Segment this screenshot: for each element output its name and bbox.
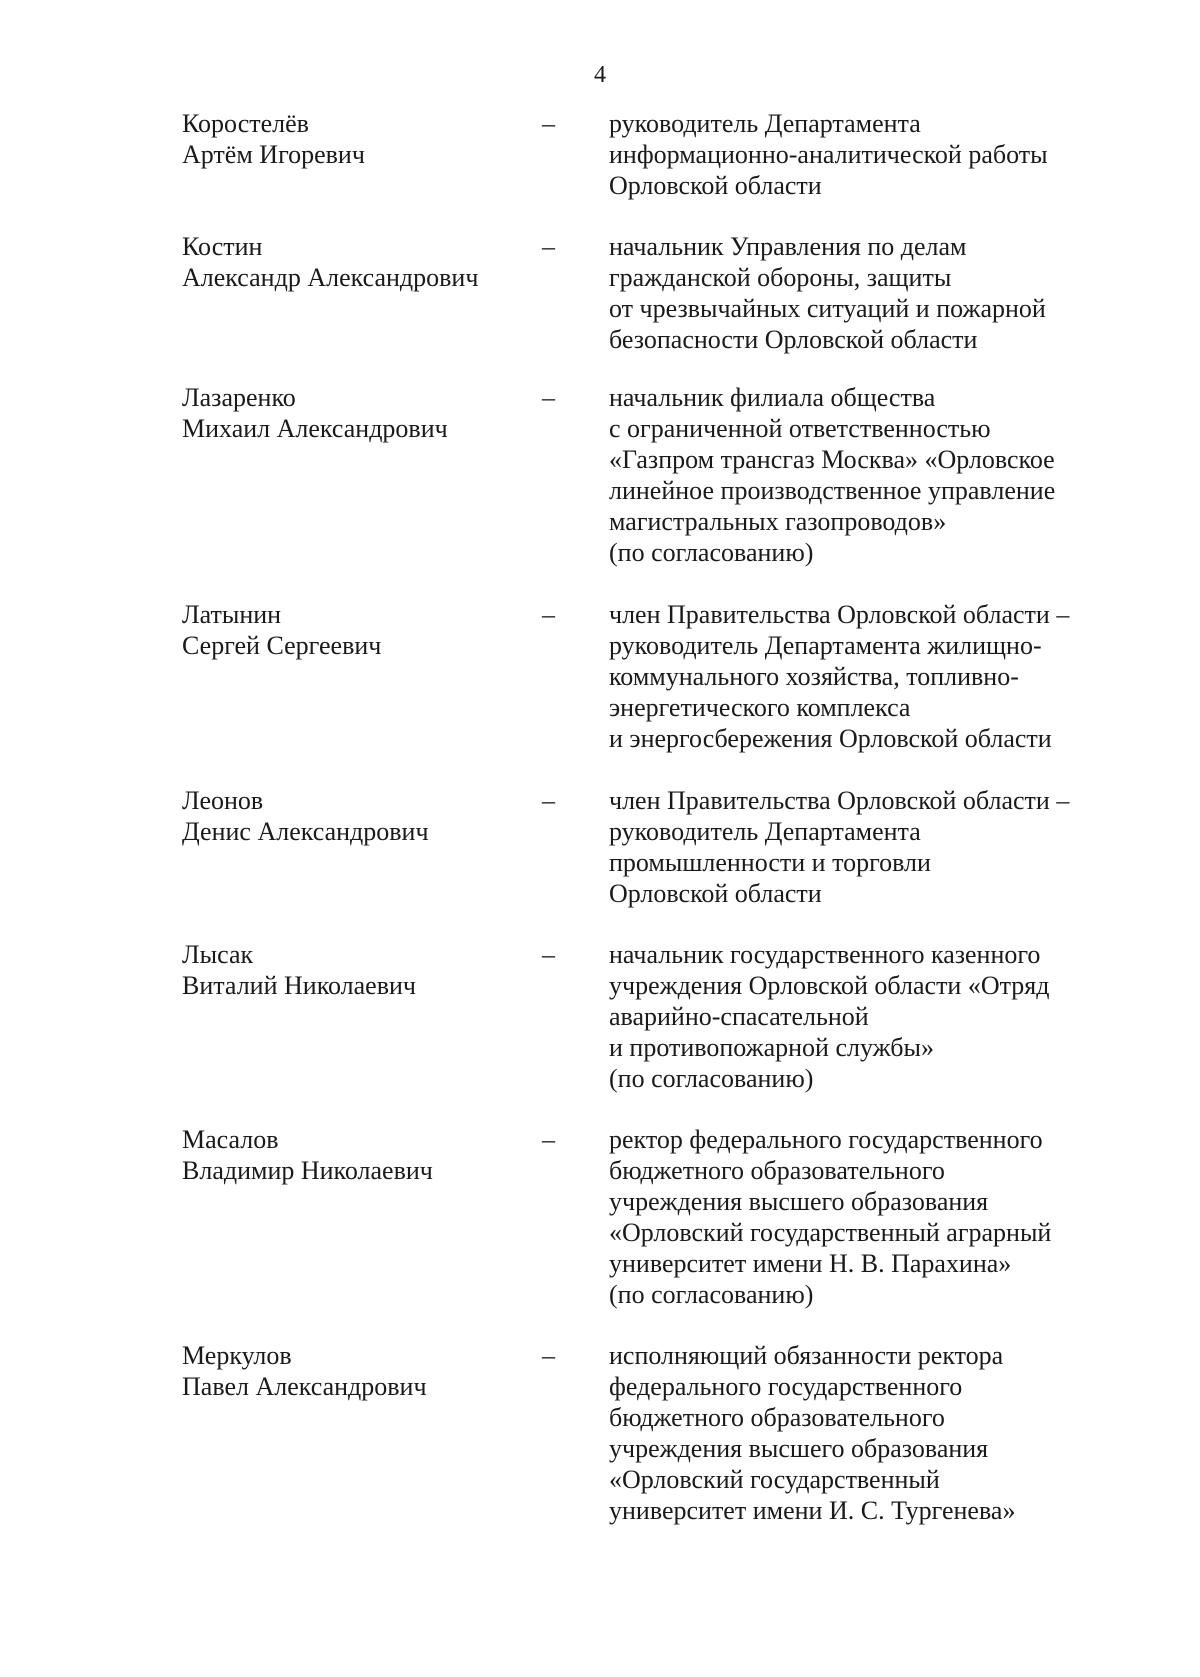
dash-separator: –	[542, 1341, 555, 1370]
page-number: 4	[594, 62, 606, 88]
member-given-names: Владимир Николаевич	[182, 1156, 433, 1185]
dash-separator: –	[542, 109, 555, 138]
position-line: с ограниченной ответственностью	[609, 414, 991, 443]
dash-separator: –	[542, 232, 555, 261]
member-given-names: Михаил Александрович	[182, 414, 448, 443]
position-line: бюджетного образовательного	[609, 1156, 945, 1185]
position-line: (по согласованию)	[609, 538, 814, 567]
position-line: магистральных газопроводов»	[609, 507, 947, 536]
member-position	[609, 939, 1129, 1094]
member-surname: Масалов	[182, 1125, 279, 1154]
member-surname: Лысак	[182, 940, 254, 969]
member-position	[609, 785, 1129, 909]
position-line: Орловской области	[609, 171, 822, 200]
member-surname: Меркулов	[182, 1341, 292, 1370]
member-name	[182, 1340, 522, 1402]
position-line: учреждения Орловской области «Отряд	[609, 971, 1050, 1000]
position-line: учреждения высшего образования	[609, 1187, 989, 1216]
dash-separator: –	[542, 383, 555, 412]
member-name	[182, 108, 522, 170]
dash-separator: –	[542, 1125, 555, 1154]
position-line: «Орловский государственный аграрный	[609, 1218, 1052, 1247]
position-line: учреждения высшего образования	[609, 1434, 989, 1463]
position-line: начальник Управления по делам	[609, 232, 967, 261]
member-name	[182, 785, 522, 847]
member-surname: Костин	[182, 232, 263, 261]
position-line: руководитель Департамента жилищно-	[609, 631, 1042, 660]
member-given-names: Сергей Сергеевич	[182, 631, 382, 660]
position-line: университет имени И. С. Тургенева»	[609, 1496, 1016, 1525]
member-given-names: Денис Александрович	[182, 817, 429, 846]
position-line: (по согласованию)	[609, 1064, 814, 1093]
position-line: член Правительства Орловской области –	[609, 600, 1070, 629]
member-position	[609, 231, 1129, 355]
position-line: «Газпром трансгаз Москва» «Орловское	[609, 445, 1055, 474]
position-line: безопасности Орловской области	[609, 325, 978, 354]
position-line: информационно-аналитической работы	[609, 140, 1048, 169]
position-line: энергетического комплекса	[609, 693, 911, 722]
position-line: (по согласованию)	[609, 1280, 814, 1309]
member-name	[182, 1124, 522, 1186]
position-line: руководитель Департамента	[609, 817, 921, 846]
position-line: Орловской области	[609, 879, 822, 908]
position-line: и энергосбережения Орловской области	[609, 724, 1052, 753]
position-line: и противопожарной службы»	[609, 1033, 934, 1062]
position-line: член Правительства Орловской области –	[609, 786, 1070, 815]
member-name	[182, 231, 522, 293]
position-line: руководитель Департамента	[609, 109, 921, 138]
member-surname: Коростелёв	[182, 109, 309, 138]
member-given-names: Артём Игоревич	[182, 140, 365, 169]
position-line: линейное производственное управление	[609, 476, 1056, 505]
position-line: коммунального хозяйства, топливно-	[609, 662, 1019, 691]
position-line: аварийно-спасательной	[609, 1002, 869, 1031]
dash-separator: –	[542, 786, 555, 815]
position-line: начальник филиала общества	[609, 383, 936, 412]
member-name	[182, 939, 522, 1001]
position-line: «Орловский государственный	[609, 1465, 940, 1494]
member-given-names: Александр Александрович	[182, 263, 479, 292]
member-given-names: Павел Александрович	[182, 1372, 427, 1401]
position-line: промышленности и торговли	[609, 848, 931, 877]
member-name	[182, 599, 522, 661]
position-line: университет имени Н. В. Парахина»	[609, 1249, 1012, 1278]
dash-separator: –	[542, 940, 555, 969]
dash-separator: –	[542, 600, 555, 629]
member-surname: Лазаренко	[182, 383, 296, 412]
member-position	[609, 599, 1129, 754]
member-position	[609, 382, 1129, 568]
member-position	[609, 1124, 1129, 1310]
member-position	[609, 108, 1129, 201]
position-line: федерального государственного	[609, 1372, 963, 1401]
member-given-names: Виталий Николаевич	[182, 971, 416, 1000]
position-line: начальник государственного казенного	[609, 940, 1041, 969]
member-name	[182, 382, 522, 444]
position-line: ректор федерального государственного	[609, 1125, 1043, 1154]
member-position	[609, 1340, 1129, 1526]
position-line: исполняющий обязанности ректора	[609, 1341, 1004, 1370]
position-line: гражданской обороны, защиты	[609, 263, 952, 292]
member-surname: Леонов	[182, 786, 264, 815]
member-surname: Латынин	[182, 600, 282, 629]
position-line: от чрезвычайных ситуаций и пожарной	[609, 294, 1046, 323]
position-line: бюджетного образовательного	[609, 1403, 945, 1432]
